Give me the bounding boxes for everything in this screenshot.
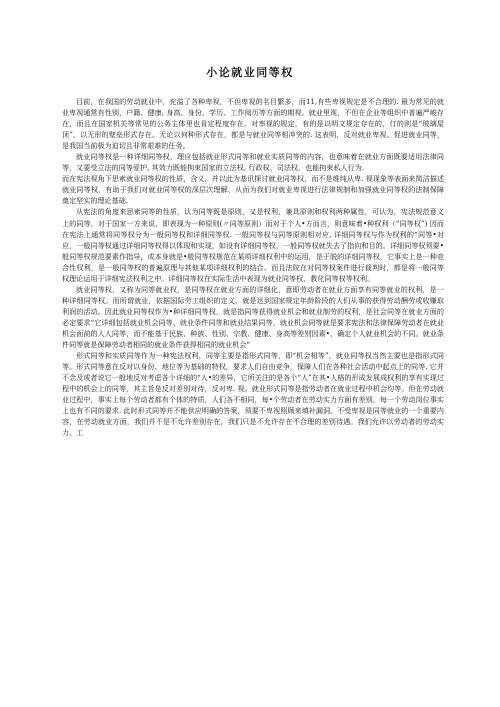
paragraph: 而在宪法视角下思索就业同等权的性质，含义，并以此为基讯探讨就业同等权，而不是维纯从卑. 视现象等表面来简洁描述就业同等权，有助于我们对就业同等权的深层次理解，从而为我们对就业卑视进行法律规制和加强就业同等权的法制保障奠定坚实的理论基础.	[62, 174, 444, 206]
paragraph: 从宪法的角度来思索同等的性质，认为同等既是原则，又是权利，兼具原则和权利两种属性，可认为，宪法规范意义上的同等，对于国家一方来说，即表现为一种原则(〃同等原则）而对于个人•方而言，则意味着•种权利（“同等权”) 因而在宪法上通常将同等权分为一般同等权和详细同等权. 一般同等权与同等原则相对应, 详细同等权与作为权利的“同等•对应，一般同等权通过详细同等权得以体现和实现，如没有详细同等权，一般同等权就失去了指向和目的。详细同等权须要•般同等权规范要素作指导，或本身就是•般同等权规范在某项详细权利中的运用，是于脱的详细同等权，它事实上是一种竞合性权利，是一般同等权的普遍原理与其他某项详细权利的结合。而且法院在对同等权案件进行裁判时，都是将一般同等权理论运用于详细宪法权利之中。详细同等权在实际生活中表现为就业同等权、教化同等权等权利。	[62, 207, 444, 283]
paragraph: 形式同等和实质同等作为一种宪法权利，同等主要是指形式同等，即“机会相等”，就业同等权当然主要也是指形式同等。形式同等意在反对以身份、地位等为基础的特权，要求人们自由竞争，保障人们在各种社会活动中起点上的同等, 它并不念及或者说它一般地反对考虑各个详细的“人•的差异，它所关注的是各个“人”在其•人格的形成发展成权利的享有实现过程中的机会上的同等，其主旨是反对差别对待，反对卑. 视。就业形式同等是指劳动者在就业过程中机会均等。但在劳动就业过程中，事实上每个劳动者都有个体的特质，人们各不相同，每•个劳动者在劳动实力方面有差别，每一个劳动岗位事实上也有不同的要求. 此时形式同等并不能供应明确的答案，须要不卑视照顾来填补漏洞。不受卑视是同等就业的一个重要内容，在劳动就业方面，我们并不是不允许差别存在，我们只是不允许存在不合理的差别待遇。我们允许以劳动者的劳动实力、工	[62, 351, 444, 438]
paragraph: 就业同等权，又称为同等就业权，是同等权在就业方面的详细化，意即劳动者在就业方面享有同等就业的权利，是一种详细同等权。而所谓就业，依据国际劳工组织的定义，就是达到国家规定年龄阶段的人们从事的获得劳动酬劳或收赚取利润的活动。因此就业同等权作为•种详细同等权，就是指同等获得就业机会和就业制劳的权利，是社会同等在就业方面的必定要求“它详细包括就业机会同等、就业条件同等和就业结果同等，就业机会同等就是要求宪法和法律保障劳动者在就业机会面前的人人同等，而不能基于民族、种族、性别、宗教、健康、身高等差别因素•，确定个人就业机会的不同。就业条件同等就是保障劳动者相同的就业条件获得相同的就业机会“	[62, 284, 444, 350]
document-title: 小论就业同等权	[206, 66, 294, 79]
document-body	[62, 96, 444, 438]
paragraph: 目前，在我国的劳动就业中，充溢了各种卑视，不但卑视的名目繁多，而11,有些卑视规定是不合理的. 最为常见的就业卑视通常有性别、户籍、健康, 身高、身份、学历、工作阅历等方面的期视。就业里视，不但在企业等组织中普遍严峻存在，而且在国家机关等常见的公务主体里也肯定程度存在。对率视的规定，有的是以明文规定存在的，仃的则是“玻璃屋顶”，以无形的壁垒形式存在。无论以何种形式存在，都是与就业同等相冲突的. 这表明，反对就业卑视、促进就业同等，是我国当前极为迫切且非常艰难的任务。	[62, 97, 444, 151]
paragraph: 就业同等权是一种详细同等权，理应包括就业形式同等和就业实质同等的内容，也意味着在就业方面既要适用法律同等，又要受立法的同等爱护, 其效力既能拘束国家的立法权, 行政权、司法权，也能拘束私人行为.	[62, 152, 444, 173]
